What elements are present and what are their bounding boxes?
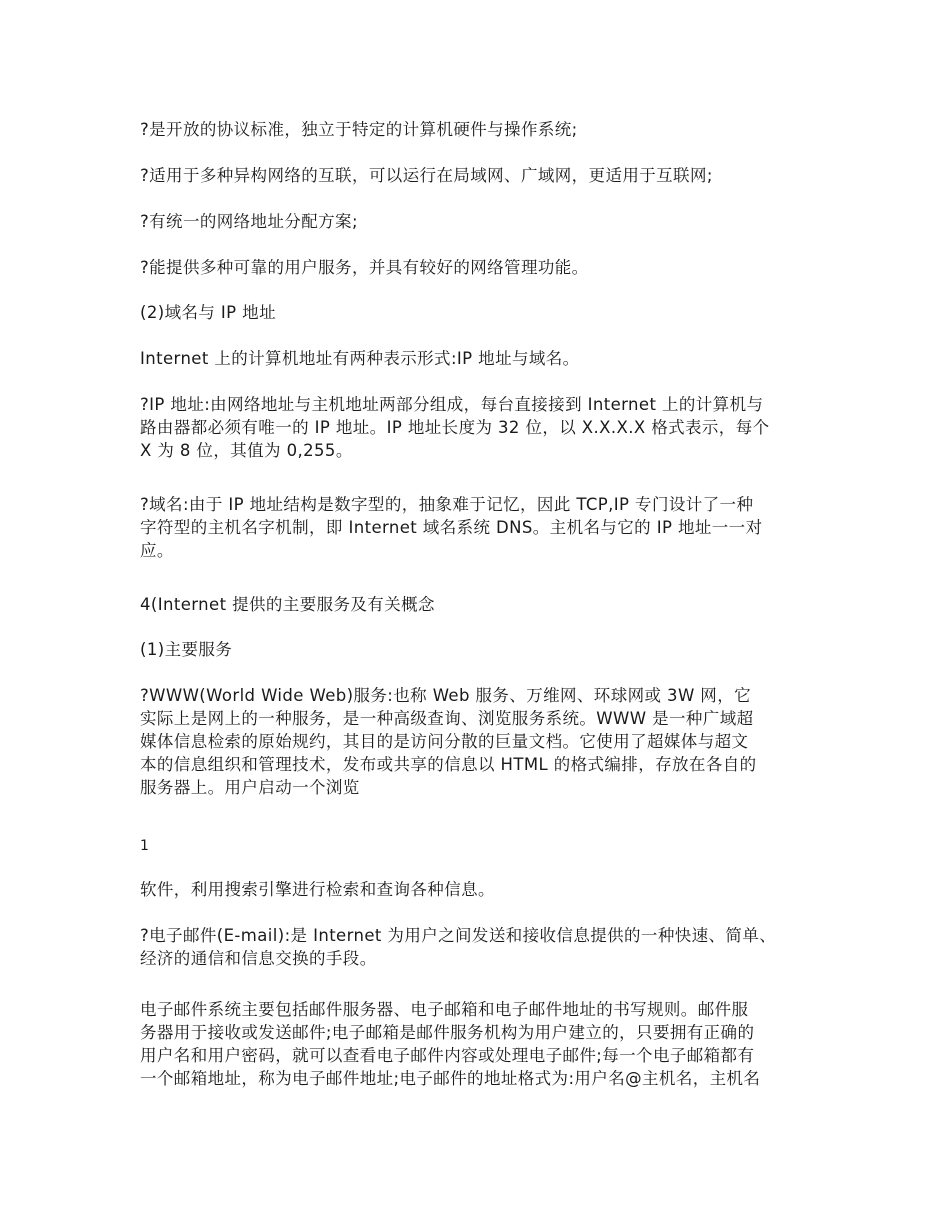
text-line: 媒体信息检索的原始规约，其目的是访问分散的巨量文档。它使用了超媒体与超文 bbox=[140, 732, 749, 751]
text-line: 用户名和用户密码，就可以查看电子邮件内容或处理电子邮件;每一个电子邮箱都有 bbox=[140, 1046, 755, 1065]
paragraph-heterogeneous-networks bbox=[140, 164, 820, 187]
text-line: 字符型的主机名字机制，即 Internet 域名系统 DNS。主机名与它的 IP 地址一一对 bbox=[140, 518, 763, 537]
text-line: ?适用于多种异构网络的互联，可以运行在局域网、广域网，更适用于互联网; bbox=[140, 166, 713, 185]
text-line: 经济的通信和信息交换的手段。 bbox=[140, 949, 377, 968]
text-line: ?是开放的协议标准，独立于特定的计算机硬件与操作系统; bbox=[140, 120, 578, 139]
paragraph-reliable-services bbox=[140, 256, 820, 279]
paragraph-ip-address bbox=[140, 393, 820, 462]
paragraph-domain-name bbox=[140, 493, 820, 562]
paragraph-browser-software bbox=[140, 878, 820, 901]
text-line: X 为 8 位，其值为 0,255。 bbox=[140, 441, 353, 460]
text-line: 电子邮件系统主要包括邮件服务器、电子邮箱和电子邮件地址的书写规则。邮件服 bbox=[140, 1000, 749, 1019]
paragraph-address-forms bbox=[140, 347, 820, 370]
paragraph-email-system bbox=[140, 998, 820, 1090]
text-line: (1)主要服务 bbox=[140, 640, 233, 659]
text-line: ?IP 地址:由网络地址与主机地址两部分组成，每台直接接到 Internet 上的计算机与 bbox=[140, 395, 764, 414]
text-line: ?域名:由于 IP 地址结构是数字型的，抽象难于记忆，因此 TCP,IP 专门设计了一种 bbox=[140, 495, 754, 514]
text-line: 4(Internet 提供的主要服务及有关概念 bbox=[140, 595, 435, 614]
text-line: (2)域名与 IP 地址 bbox=[140, 303, 276, 322]
section-heading-domain-ip bbox=[140, 301, 820, 324]
text-line: 软件，利用搜索引擎进行检索和查询各种信息。 bbox=[140, 880, 495, 899]
text-line: 应。 bbox=[140, 541, 174, 560]
text-line: 务器用于接收或发送邮件;电子邮箱是邮件服务机构为用户建立的，只要拥有正确的 bbox=[140, 1023, 755, 1042]
text-line: 路由器都必须有唯一的 IP 地址。IP 地址长度为 32 位，以 X.X.X.X 格式表示，每个 bbox=[140, 418, 770, 437]
paragraph-email bbox=[140, 924, 820, 970]
section-heading-internet-services bbox=[140, 593, 820, 616]
text-line: 实际上是网上的一种服务，是一种高级查询、浏览服务系统。WWW 是一种广域超 bbox=[140, 709, 754, 728]
text-line: 服务器上。用户启动一个浏览 bbox=[140, 778, 360, 797]
paragraph-www bbox=[140, 684, 820, 799]
text-line: Internet 上的计算机地址有两种表示形式:IP 地址与域名。 bbox=[140, 349, 580, 368]
text-line: 本的信息组织和管理技术，发布或共享的信息以 HTML 的格式编排，存放在各自的 bbox=[140, 755, 757, 774]
paragraph-address-scheme bbox=[140, 210, 820, 233]
page-number: 1 bbox=[140, 838, 149, 854]
text-line: ?有统一的网络地址分配方案; bbox=[140, 212, 358, 231]
section-heading-main-services bbox=[140, 638, 820, 661]
text-line: ?WWW(World Wide Web)服务:也称 Web 服务、万维网、环球网或 3W 网，它 bbox=[140, 686, 752, 705]
text-line: 一个邮箱地址，称为电子邮件地址;电子邮件的地址格式为:用户名@主机名，主机名 bbox=[140, 1069, 761, 1088]
text-line: ?电子邮件(E-mail):是 Internet 为用户之间发送和接收信息提供的一种快速、简单、 bbox=[140, 926, 777, 945]
paragraph-open-standard bbox=[140, 118, 820, 141]
text-line: ?能提供多种可靠的用户服务，并具有较好的网络管理功能。 bbox=[140, 258, 589, 277]
